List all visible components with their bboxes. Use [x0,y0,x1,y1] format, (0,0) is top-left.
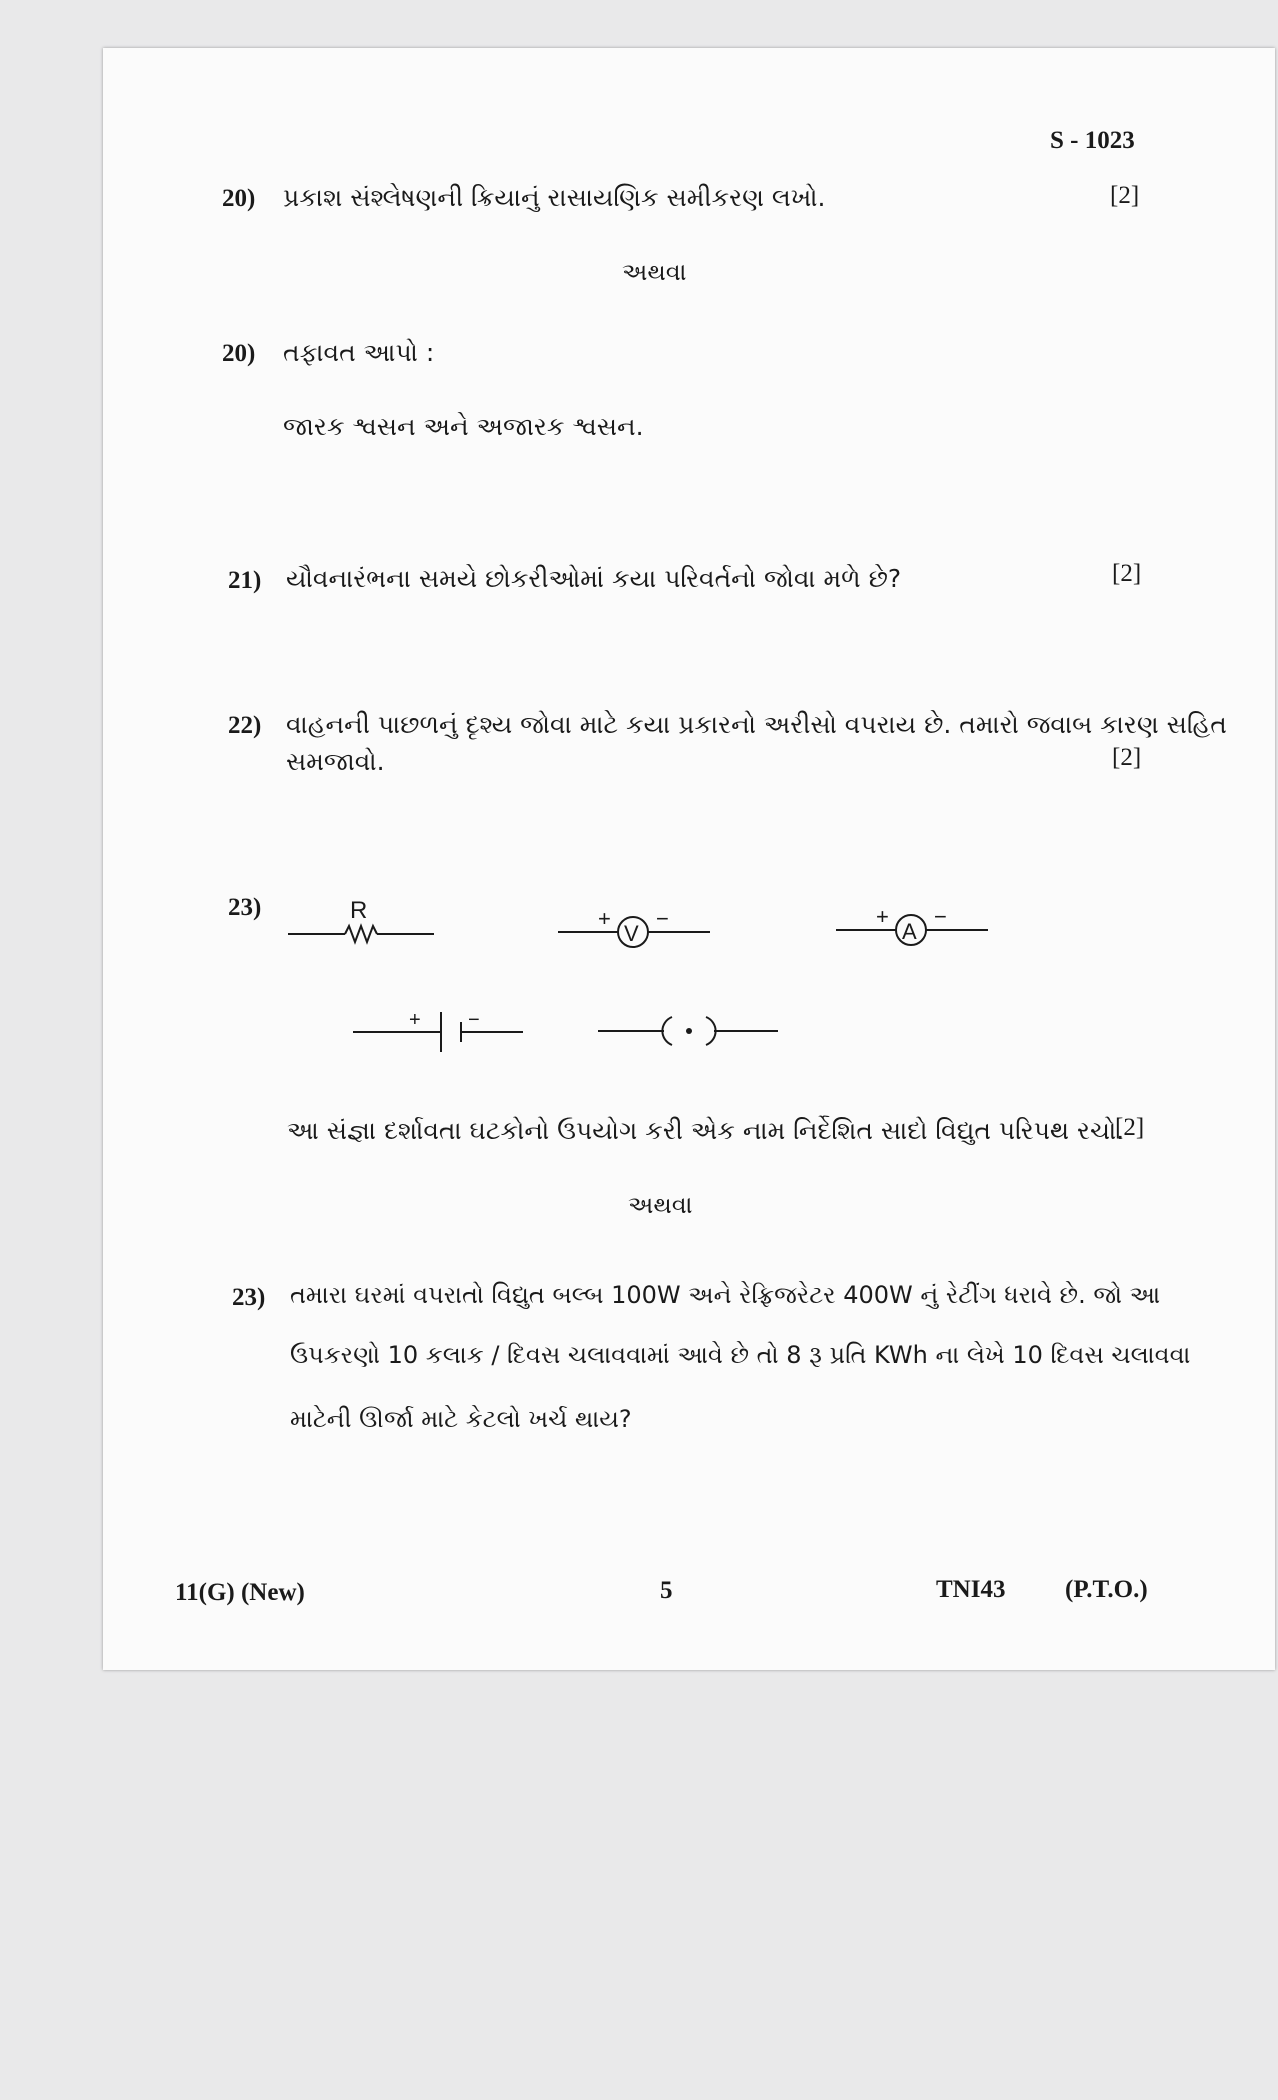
question-number: 23) [228,894,262,921]
footer-code: TNI43 [936,1576,1006,1603]
page-number: 5 [660,1577,673,1604]
voltmeter-label: V [624,921,639,946]
voltmeter-minus: − [656,906,669,931]
resistor-label: R [350,897,368,924]
voltmeter-plus: + [598,906,611,931]
ammeter-plus: + [876,904,889,929]
question-text: યૌવનારંભના સમયે છોકરીઓમાં કયા પરિવર્તનો જોવા મળે છે? [286,564,902,593]
question-number: 23) [232,1284,266,1311]
question-text-line2: ઉપકરણો 10 કલાક / દિવસ ચલાવવામાં આવે છે તો 8 રૂ પ્રતિ KWh ના લેખે 10 દિવસ ચલાવવા [290,1341,1191,1369]
question-text-line3: માટેની ઊર્જા માટે કેટલો ખર્ચ થાય? [290,1405,632,1433]
question-number: 20) [222,340,256,367]
question-marks: [2] [1112,560,1142,587]
question-text-line2: સમજાવો. [286,747,385,776]
question-text: પ્રકાશ સંશ્લેષણની ક્રિયાનું રાસાયણિક સમીકરણ લખો. [283,183,826,212]
question-text-line1: તમારા ઘરમાં વપરાતો વિદ્યુત બલ્બ 100W અને રેફ્રિજરેટર 400W નું રેટીંગ ધરાવે છે. જો આ [290,1281,1161,1309]
question-text: તફાવત આપો : [283,338,435,367]
question-number: 21) [228,567,262,594]
or-separator: અથવા [622,258,687,286]
question-number: 20) [222,185,256,212]
question-text-line1: વાહનની પાછળનું દૃશ્ય જોવા માટે કયા પ્રકારનો અરીસો વપરાય છે. તમારો જવાબ કારણ સહિત [286,710,1227,739]
question-marks: [2] [1112,744,1142,771]
footer-paper-id: 11(G) (New) [175,1579,305,1606]
question-text: આ સંજ્ઞા દર્શાવતા ઘટકોનો ઉપયોગ કરી એક નામ નિર્દેશિત સાદો વિદ્યુત પરિપથ રચો. [287,1116,1125,1145]
paper-code: S - 1023 [1050,127,1135,154]
question-marks: [2] [1110,182,1140,209]
ammeter-minus: − [934,904,947,929]
resistor-symbol [288,926,434,942]
question-marks: [2] [1115,1114,1145,1141]
footer-pto: (P.T.O.) [1065,1576,1148,1603]
bulb-dot [686,1028,692,1034]
question-subtext: જારક શ્વસન અને અજારક શ્વસન. [283,412,644,441]
question-number: 22) [228,712,262,739]
ammeter-label: A [902,919,917,944]
cell-minus: − [468,1009,480,1031]
cell-symbol [353,1012,523,1052]
or-separator: અથવા [628,1191,693,1219]
cell-plus: + [409,1009,421,1031]
